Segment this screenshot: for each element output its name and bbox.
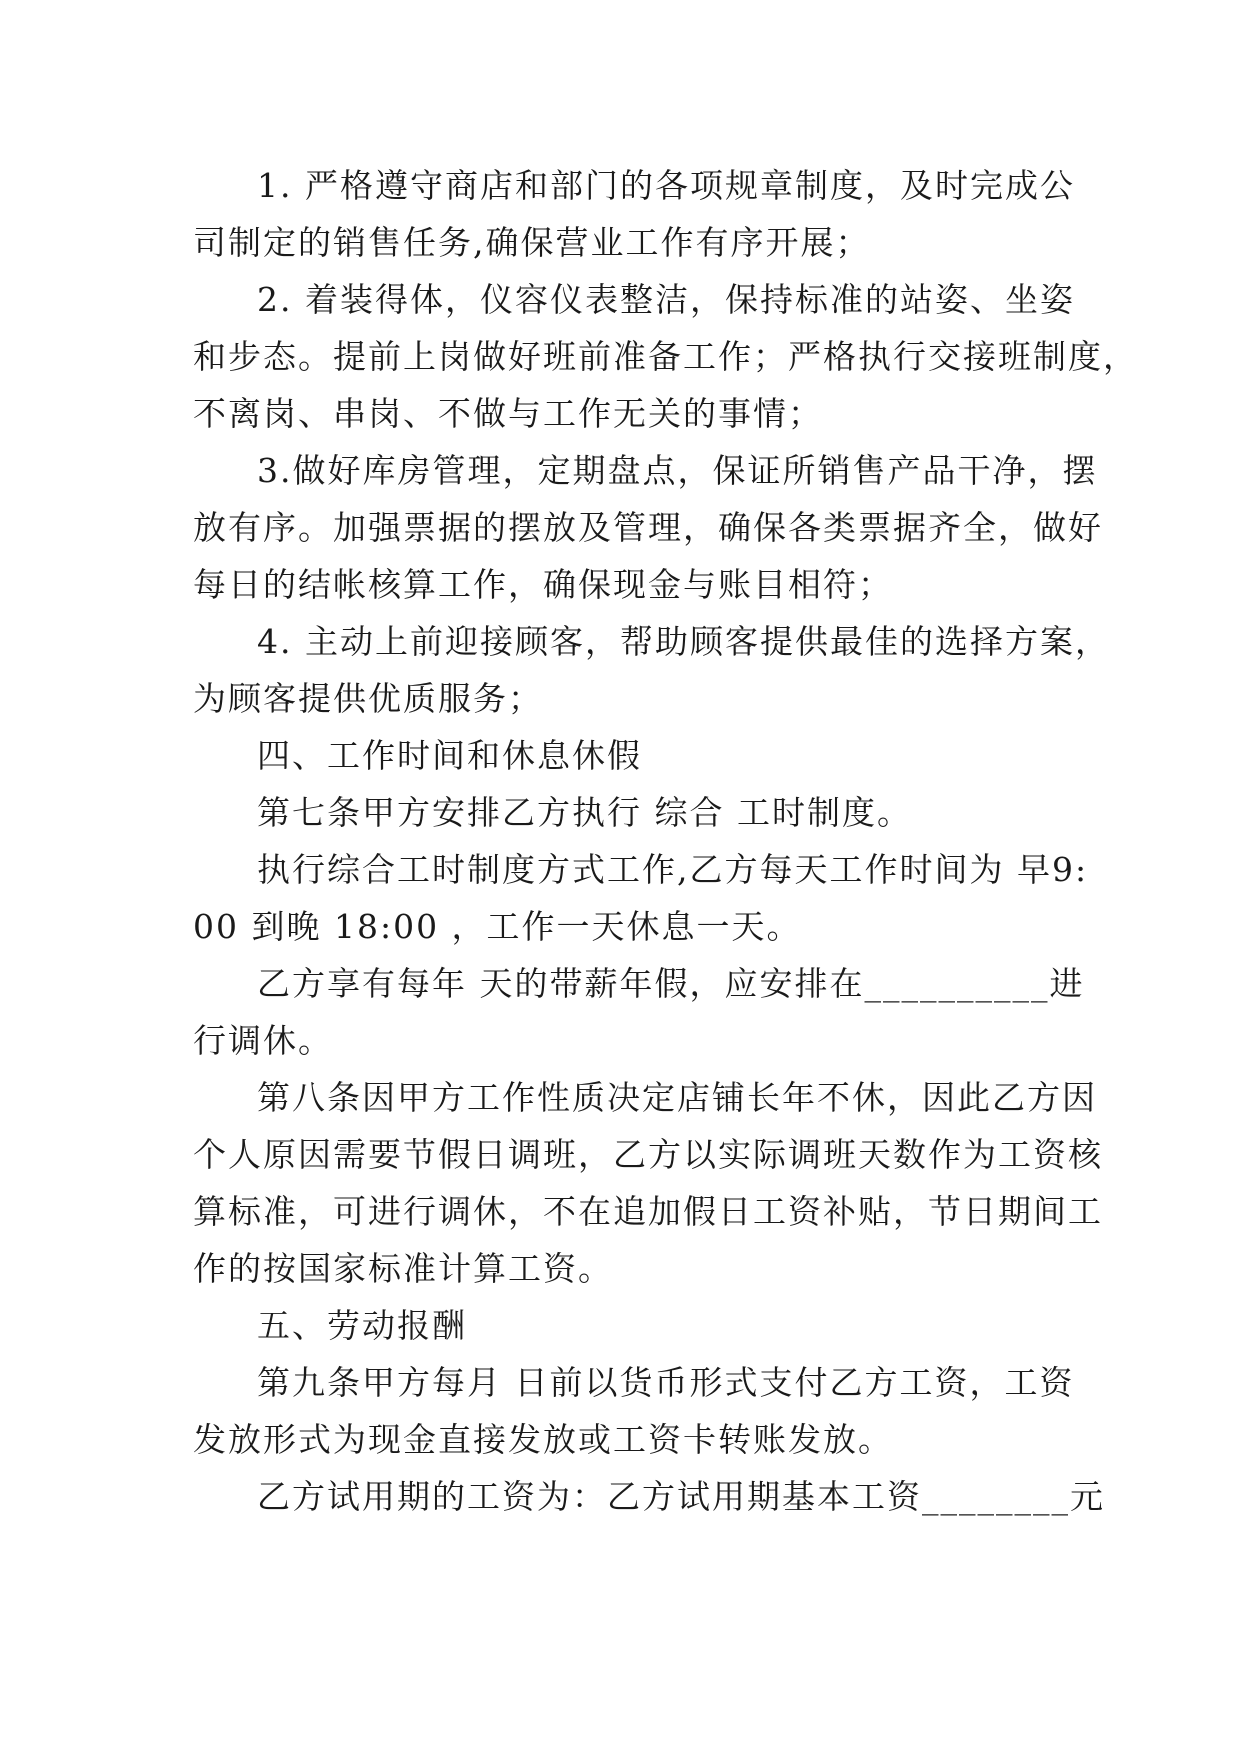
section-heading-remuneration: 五、劳动报酬 [257,1306,467,1345]
article-8-line-3: 算标准，可进行调休，不在追加假日工资补贴，节日期间工 [193,1192,1103,1231]
probation-salary-line: 乙方试用期的工资为：乙方试用期基本工资________元 [257,1477,1105,1516]
paragraph-2-line-2: 和步态。提前上岗做好班前准备工作；严格执行交接班制度， [193,337,1138,376]
annual-leave-line-1: 乙方享有每年 天的带薪年假，应安排在__________进 [257,964,1085,1003]
section-heading-work-time: 四、工作时间和休息休假 [257,736,642,775]
paragraph-4-line-1: 4. 主动上前迎接顾客，帮助顾客提供最佳的选择方案， [257,622,1110,661]
paragraph-3-line-3: 每日的结帐核算工作，确保现金与账目相符； [193,565,893,604]
annual-leave-line-2: 行调休。 [193,1021,333,1060]
paragraph-4-line-2: 为顾客提供优质服务； [193,679,543,718]
paragraph-2-line-1: 2. 着装得体，仪容仪表整洁，保持标准的站姿、坐姿 [257,280,1075,319]
paragraph-2-line-3: 不离岗、串岗、不做与工作无关的事情； [193,394,823,433]
paragraph-3-line-1: 3.做好库房管理，定期盘点，保证所销售产品干净，摆 [257,451,1098,490]
article-7-line-1: 第七条甲方安排乙方执行 综合 工时制度。 [257,793,912,832]
article-8-line-1: 第八条因甲方工作性质决定店铺长年不休，因此乙方因 [257,1078,1097,1117]
work-hours-line-2: 00 到晚 18:00 ，工作一天休息一天。 [193,907,802,946]
paragraph-1-line-2: 司制定的销售任务,确保营业工作有序开展； [193,223,871,262]
paragraph-3-line-2: 放有序。加强票据的摆放及管理，确保各类票据齐全，做好 [193,508,1103,547]
article-8-line-2: 个人原因需要节假日调班，乙方以实际调班天数作为工资核 [193,1135,1103,1174]
article-9-line-2: 发放形式为现金直接发放或工资卡转账发放。 [193,1420,893,1459]
paragraph-1-line-1: 1. 严格遵守商店和部门的各项规章制度，及时完成公 [257,166,1075,205]
article-9-line-1: 第九条甲方每月 日前以货币形式支付乙方工资，工资 [257,1363,1075,1402]
article-8-line-4: 作的按国家标准计算工资。 [193,1249,613,1288]
work-hours-line-1: 执行综合工时制度方式工作,乙方每天工作时间为 早9: [257,850,1089,889]
